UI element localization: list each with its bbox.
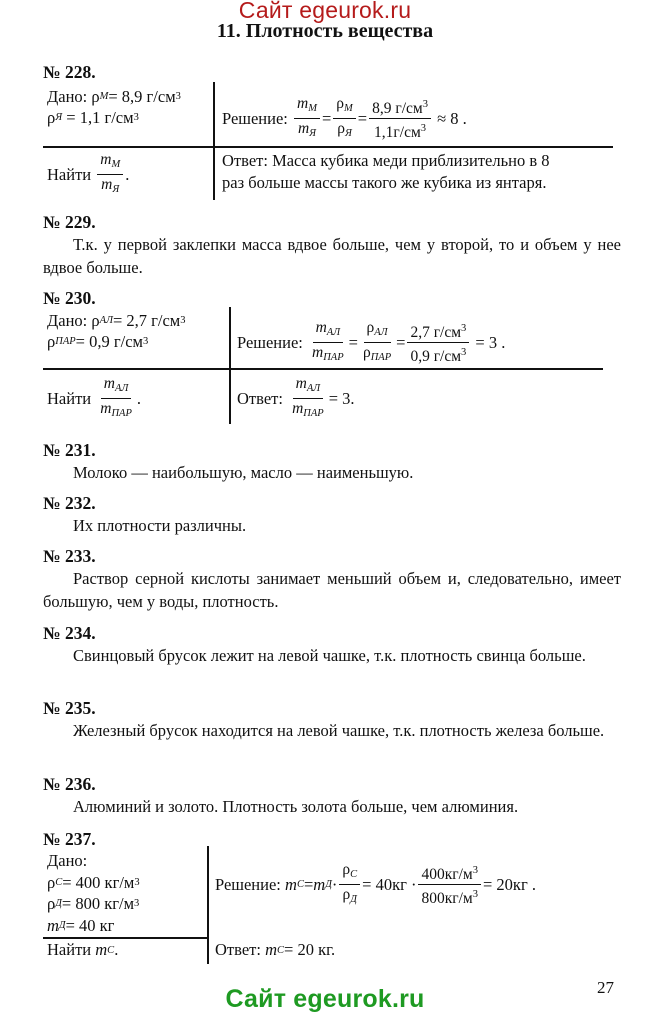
problem-229-number: № 229. [43,212,96,232]
watermark-bottom: Сайт egeurok.ru [225,985,425,1013]
problem-231-text: Молоко — наибольшую, масло — наименьшую. [73,463,414,482]
watermark-top: Сайт egeurok.ru [238,0,412,23]
problem-228-rule [43,146,613,148]
problem-237-answer: Ответ: m C = 20 кг. [215,940,336,959]
problem-237-given: Дано: ρ C = 400 кг/м 3 ρ Д = 800 кг/м 3 m Д = 40 кг [47,851,140,935]
problem-230-number: № 230. [43,288,96,308]
problem-230-answer: Ответ: $\frac{m_{АЛ}}{m_{ПАР}}$ = 3. [237,375,355,419]
problem-233-number: № 233. [43,546,96,566]
problem-237-number: № 237. [43,829,96,849]
problem-235-number: № 235. [43,698,96,718]
problem-230-find: Найти $\frac{m_{АЛ}}{m_{ПАР}}$ . [47,375,141,419]
problem-234-text: Свинцовый брусок лежит на левой чашке, т.к. плотность свинца больше. [73,646,586,665]
problem-230-given: Дано: ρ АЛ = 2,7 г/см 3 ρ ПАР = 0,9 г/см 3 [47,311,186,351]
problem-228-divider [213,82,215,200]
problem-228-find: Найти $\frac{m_M}{m_Я}$ . [47,151,130,195]
page-number: 27 [597,978,614,997]
given-label: Дано: [47,87,88,106]
problem-237-solution: Решение: m C = m Д · $\frac{\rho_C}{\rho_Д}$ = 40кг · $\frac{400кг/м^3}{800кг/м^3}$ = 20кг . [215,861,536,907]
problem-237-divider [207,846,209,964]
problem-228-answer: Ответ: Масса кубика меди приблизительно в 8 раз больше массы такого же кубика из янтаря. [222,151,550,192]
problem-232-text: Их плотности различны. [73,516,247,535]
problem-237-rule [43,937,209,939]
problem-234-number: № 234. [43,623,96,643]
problem-231-number: № 231. [43,440,96,460]
problem-228-solution: Решение: $\frac{m_M}{m_Я}$ = $\frac{\rho_M}{\rho_Я}$ = $\frac{8,9 г/см^3}{1,1г/см^3}$ ≈ 8 . [222,95,467,141]
chapter-title: 11. Плотность вещества [216,20,434,42]
problem-230-rule [43,368,603,370]
problem-235-text: Железный брусок находится на левой чашке, т.к. плотность железа больше. [73,721,605,740]
problem-230-divider [229,307,231,424]
problem-229-text: Т.к. у первой заклепки масса вдвое больше, чем у второй, то и объем у нее вдвое больше. [43,235,621,277]
problem-233-text: Раствор серной кислоты занимает меньший объем и, следовательно, имеет большую, чем у воды, плотность. [43,569,621,611]
find-label: Найти [47,164,92,184]
solution-label: Решение: [222,108,288,128]
problem-232-number: № 232. [43,493,96,513]
problem-236-text: Алюминий и золото. Плотность золота больше, чем алюминия. [73,797,519,816]
problem-228-given: Дано: ρ M = 8,9 г/см 3 ρ Я = 1,1 г/см 3 [47,87,181,127]
problem-237-find: Найти m C . [47,940,119,959]
problem-228-number: № 228. [43,62,96,82]
problem-236-number: № 236. [43,774,96,794]
problem-230-solution: Решение: $\frac{m_{АЛ}}{m_{ПАР}}$ = $\frac{\rho_{АЛ}}{\rho_{ПАР}}$ = $\frac{2,7 г/см^3}{0,9 г/см^3}$ = 3 . [237,319,506,365]
